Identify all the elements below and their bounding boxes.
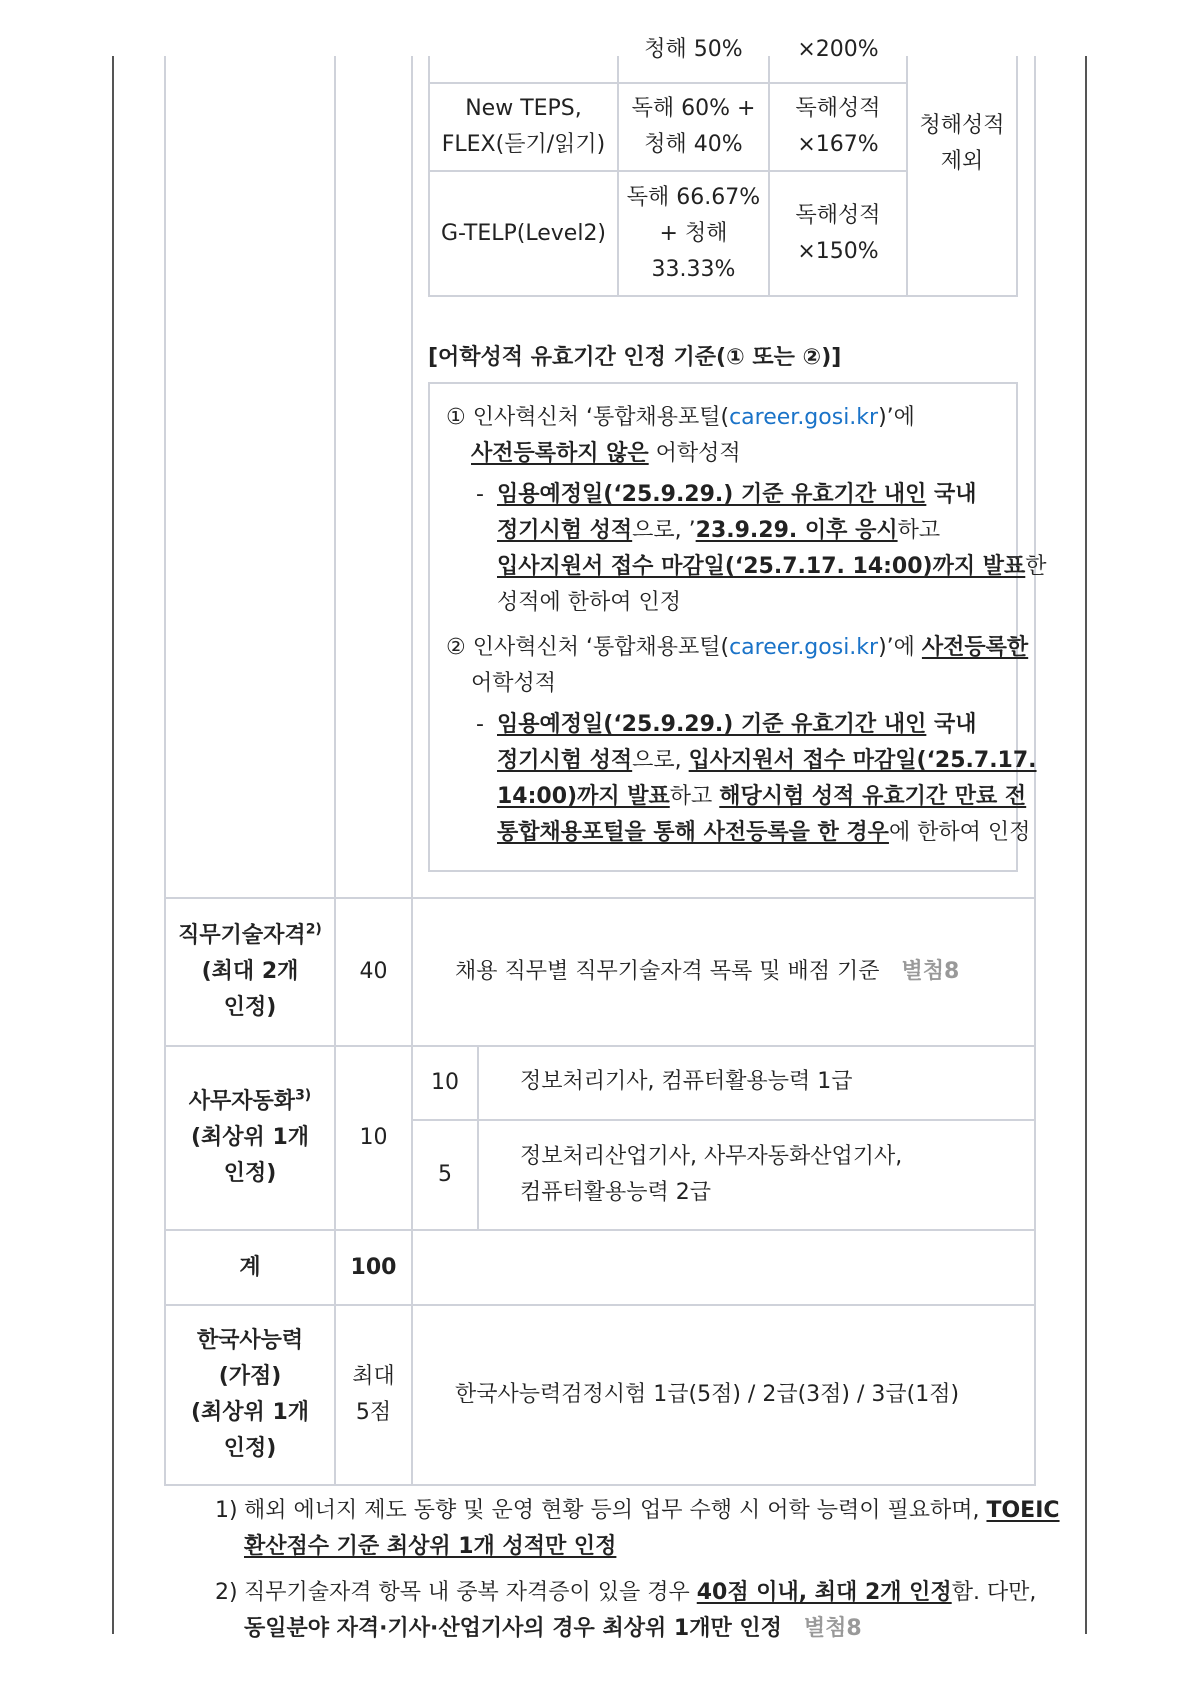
job-cert-description: 채용 직무별 직무기술자격 목록 및 배점 기준 별첨8 <box>455 959 960 984</box>
footnote-2-line-2: 동일분야 자격·기사·산업기사의 경우 최상위 1개만 인정 별첨8 <box>244 1616 862 1641</box>
clipped-ratio-cell: 청해 50% <box>644 37 743 62</box>
criterion-2-line-2: 어학성적 <box>471 671 557 696</box>
total-label: 계 <box>239 1254 261 1280</box>
korean-history-score: 최대 5점 <box>352 1364 395 1425</box>
conversion-cell-new-teps: 독해성적 ×167% <box>795 96 881 157</box>
total-score: 100 <box>350 1254 397 1280</box>
circled-number-1: ① <box>446 405 466 430</box>
criterion-2-sub-line-1: 임용예정일(‘25.9.29.) 기준 유효기간 내인 국내 <box>497 712 977 737</box>
criterion-1-line-1: ① 인사혁신처 ‘통합채용포털(career.gosi.kr)’에 <box>446 405 915 430</box>
criterion-1-line-2: 사전등록하지 않은 어학성적 <box>471 441 741 466</box>
korean-history-label: 한국사능력 (가점) (최상위 1개 인정) <box>190 1328 310 1461</box>
job-cert-score: 40 <box>359 959 388 984</box>
career-portal-link[interactable]: career.gosi.kr <box>729 405 879 430</box>
note-cell: 청해성적 제외 <box>919 113 1005 174</box>
circled-number-2: ② <box>446 635 466 660</box>
page-frame-right <box>1085 56 1087 1634</box>
criterion-1-sub-line-4: 성적에 한하여 인정 <box>497 590 682 615</box>
appendix-8-reference: 별첨8 <box>803 1616 862 1641</box>
ratio-cell-new-teps: 독해 60% + 청해 40% <box>631 96 756 157</box>
office-auto-score: 10 <box>359 1125 388 1150</box>
office-auto-points-10: 10 <box>431 1070 459 1095</box>
criterion-2-dash: - <box>476 712 484 737</box>
criterion-1-sub-line-1: 임용예정일(‘25.9.29.) 기준 유효기간 내인 국내 <box>497 482 977 507</box>
criterion-1-sub-line-3: 입사지원서 접수 마감일(‘25.7.17. 14:00)까지 발표한 <box>497 554 1047 579</box>
validity-heading: [어학성적 유효기간 인정 기준(① 또는 ②)] <box>428 345 842 370</box>
criterion-2-sub-line-3: 14:00)까지 발표하고 해당시험 성적 유효기간 만료 전 <box>497 784 1027 809</box>
office-auto-cert-list-10: 정보처리기사, 컴퓨터활용능력 1급 <box>520 1069 853 1094</box>
table-border-bottom <box>164 1484 1036 1486</box>
criterion-1-dash: - <box>476 482 484 507</box>
office-auto-points-5: 5 <box>438 1162 452 1187</box>
criterion-2-sub-line-2: 정기시험 성적으로, 입사지원서 접수 마감일(‘25.7.17. <box>497 748 1037 773</box>
table-sub-divider <box>477 1045 479 1231</box>
table-row-line <box>411 1119 1036 1121</box>
appendix-8-reference: 별첨8 <box>901 959 960 984</box>
ratio-cell-gtelp: 독해 66.67% + 청해 33.33% <box>626 184 761 282</box>
page-frame-left <box>112 56 114 1634</box>
korean-history-description: 한국사능력검정시험 1급(5점) / 2급(3점) / 3급(1점) <box>455 1382 960 1407</box>
footnote-1-number: 1) <box>215 1498 238 1523</box>
exam-cell-gtelp: G-TELP(Level2) <box>440 220 607 246</box>
footnote-2-line-1: 직무기술자격 항목 내 중복 자격증이 있을 경우 40점 이내, 최대 2개 인정함. 다만, <box>244 1580 1037 1605</box>
footnote-1-line-2: 환산점수 기준 최상위 1개 성적만 인정 <box>244 1534 617 1559</box>
career-portal-link[interactable]: career.gosi.kr <box>729 635 879 660</box>
job-cert-label: 직무기술자격$^{2)}$ (최대 2개 인정) <box>178 921 322 1020</box>
footnote-2-number: 2) <box>215 1580 238 1605</box>
conversion-cell-gtelp: 독해성적 ×150% <box>795 202 881 264</box>
exam-cell-new-teps: New TEPS, FLEX(듣기/읽기) <box>441 96 606 157</box>
criterion-2-sub-line-4: 통합채용포털을 통해 사전등록을 한 경우에 한하여 인정 <box>497 820 1031 845</box>
criterion-2-line-1: ② 인사혁신처 ‘통합채용포털(career.gosi.kr)’에 사전등록한 <box>446 635 1029 660</box>
criterion-1-sub-line-2: 정기시험 성적으로, ’23.9.29. 이후 응시하고 <box>497 518 941 543</box>
table-col-divider <box>411 56 413 1486</box>
office-auto-cert-list-5: 정보처리산업기사, 사무자동화산업기사, 컴퓨터활용능력 2급 <box>520 1144 903 1205</box>
clipped-conversion-cell: ×200% <box>797 37 879 62</box>
footnote-1-line-1: 해외 에너지 제도 동향 및 운영 현황 등의 업무 수행 시 어학 능력이 필요하며, TOEIC <box>244 1498 1060 1523</box>
office-auto-label: 사무자동화$^{3)}$ (최상위 1개 인정) <box>188 1087 312 1186</box>
